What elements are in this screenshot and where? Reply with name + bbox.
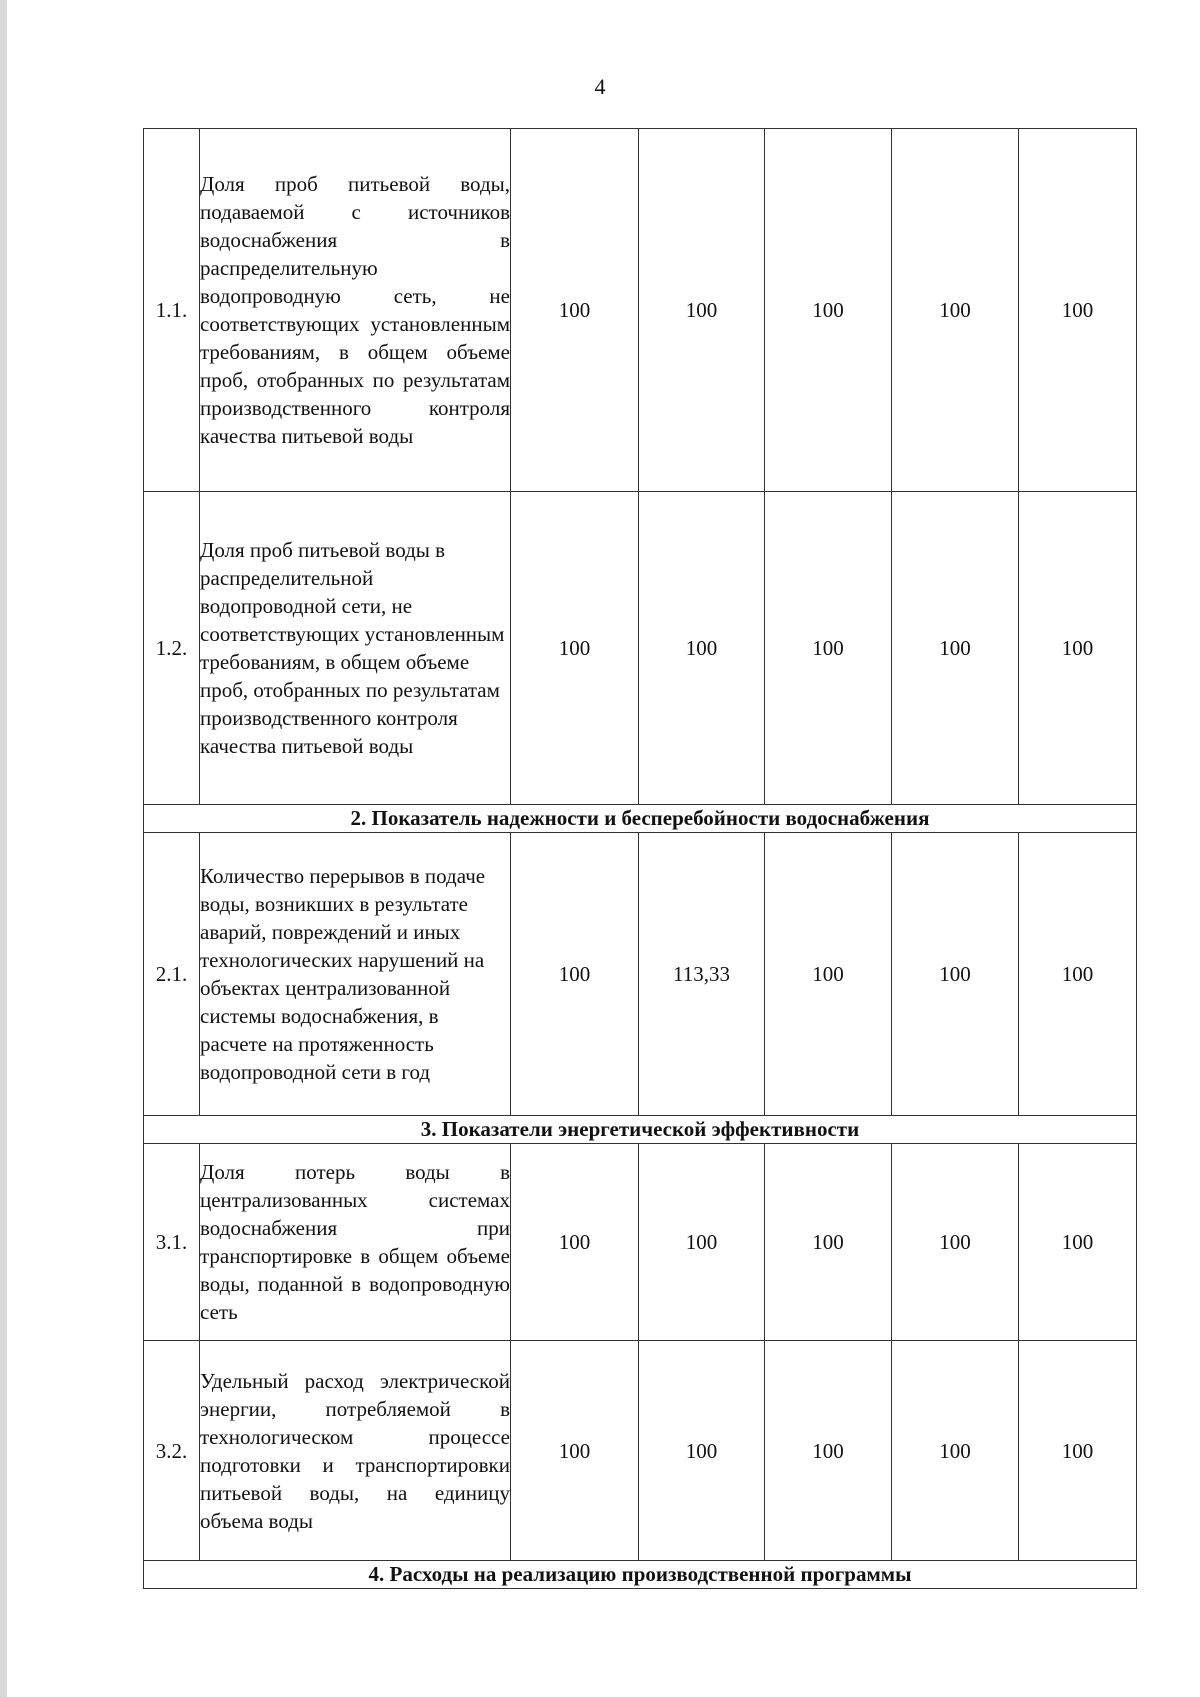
- indicator-description: Доля потерь воды в централизованных системах водоснабжения при транспортировке в общем объеме воды, поданной в водопроводную сеть: [200, 1144, 511, 1341]
- value-cell: 100: [765, 129, 892, 492]
- value-cell: 100: [511, 492, 639, 805]
- table-row: [144, 492, 1137, 805]
- section-heading-energy: 3. Показатели энергетической эффективности: [144, 1116, 1137, 1144]
- value-cell: 100: [511, 1341, 639, 1561]
- value-cell: 100: [1019, 833, 1137, 1116]
- value-cell: 100: [639, 129, 765, 492]
- value-cell: 100: [765, 1144, 892, 1341]
- value-cell: 100: [765, 833, 892, 1116]
- row-number: 3.2.: [144, 1341, 200, 1561]
- table-row: [144, 833, 1137, 1116]
- section-heading-reliability: 2. Показатель надежности и бесперебойности водоснабжения: [144, 805, 1137, 833]
- row-number: 2.1.: [144, 833, 200, 1116]
- value-cell: 100: [639, 492, 765, 805]
- row-number: 3.1.: [144, 1144, 200, 1341]
- value-cell: 100: [892, 492, 1019, 805]
- table-row: [144, 1341, 1137, 1561]
- value-cell: 100: [892, 129, 1019, 492]
- table-row: [144, 1144, 1137, 1341]
- value-cell: 100: [511, 833, 639, 1116]
- value-cell: 100: [639, 1341, 765, 1561]
- value-cell: 100: [765, 1341, 892, 1561]
- section-heading-expenses: 4. Расходы на реализацию производственной программы: [144, 1561, 1137, 1589]
- value-cell: 100: [639, 1144, 765, 1341]
- value-cell: 100: [511, 129, 639, 492]
- indicator-description: Доля проб питьевой воды, подаваемой с источников водоснабжения в распределительную водопроводную сеть, не соответствующих установленным требованиям, в общем объеме проб, отобранных по результатам производственного контроля качества питьевой воды: [200, 129, 511, 492]
- value-cell: 100: [1019, 1341, 1137, 1561]
- indicators-table: [143, 128, 1137, 1589]
- value-cell: 100: [1019, 1144, 1137, 1341]
- value-cell: 100: [892, 1144, 1019, 1341]
- value-cell: 100: [1019, 492, 1137, 805]
- section-header-row: [144, 805, 1137, 833]
- value-cell: 113,33: [639, 833, 765, 1116]
- row-number: 1.2.: [144, 492, 200, 805]
- section-header-row: [144, 1561, 1137, 1589]
- value-cell: 100: [1019, 129, 1137, 492]
- value-cell: 100: [511, 1144, 639, 1341]
- page-number: 4: [594, 74, 606, 99]
- indicator-description: Удельный расход электрической энергии, потребляемой в технологическом процессе подготовки и транспортировки питьевой воды, на единицу объема воды: [200, 1341, 511, 1561]
- table-row: [144, 129, 1137, 492]
- value-cell: 100: [892, 833, 1019, 1116]
- row-number: 1.1.: [144, 129, 200, 492]
- indicator-description: Доля проб питьевой воды в распределительной водопроводной сети, не соответствующих установленным требованиям, в общем объеме проб, отобранных по результатам производственного контроля качества питьевой воды: [200, 492, 511, 805]
- scan-left-edge: [0, 0, 7, 1697]
- value-cell: 100: [892, 1341, 1019, 1561]
- section-header-row: [144, 1116, 1137, 1144]
- indicator-description: Количество перерывов в подаче воды, возникших в результате аварий, повреждений и иных технологических нарушений на объектах централизованной системы водоснабжения, в расчете на протяженность водопроводной сети в год: [200, 833, 511, 1116]
- value-cell: 100: [765, 492, 892, 805]
